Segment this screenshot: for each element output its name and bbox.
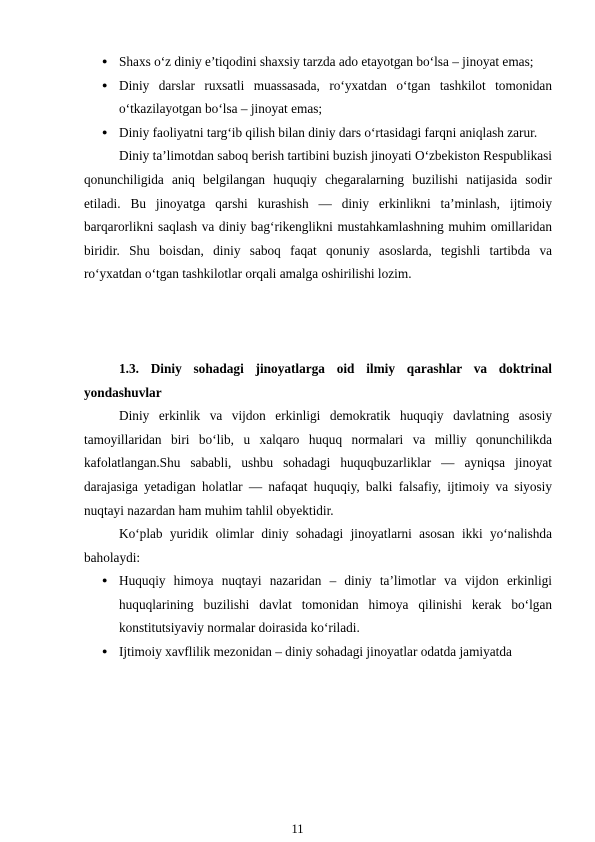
list-item xyxy=(84,74,552,121)
bullet-icon: ● xyxy=(102,575,108,586)
bullet-icon: ● xyxy=(102,79,108,90)
bullet-list-bottom xyxy=(84,569,552,663)
list-item xyxy=(84,50,552,74)
bullet-icon: ● xyxy=(102,56,108,66)
body-paragraph: Diniy ta’limotdan saboq berish tartibini buzish jinoyati O‘zbekiston Respublikasi qonunchiligida aniq belgilangan huquqiy chegaralarning buzilishi natijasida sodir etiladi. Bu jinoyatga qarshi kurashish — diniy erkinlikni ta’minlash, ijtimoiy barqarorlikni saqlash va diniy bag‘rikenglikni mustahkamlashning muhim omillaridan biridir. Shu boisdan, diniy saboq faqat qonuniy asoslarda, tegishli tartibda va ro‘yxatdan o‘tgan tashkilotlar orqali amalga oshirilishi lozim. xyxy=(84,148,552,282)
document-page xyxy=(84,50,552,664)
list-item-text: Diniy faoliyatni targ‘ib qilish bilan diniy dars o‘rtasidagi farqni aniqlash zarur. xyxy=(119,124,538,140)
list-item-text: Shaxs o‘z diniy e’tiqodini shaxsiy tarzda ado etayotgan bo‘lsa – jinoyat emas; xyxy=(119,54,534,69)
bullet-icon: ● xyxy=(102,126,108,137)
list-item-text: Ijtimoiy xavflilik mezonidan – diniy sohadagi jinoyatlar odatda jamiyatda xyxy=(119,644,512,660)
body-paragraph: Diniy erkinlik va vijdon erkinligi demokratik huquqiy davlatning asosiy tamoyillaridan biri bo‘lib, u xalqaro huquq normalari va milliy qonunchilikda kafolatlangan.Shu sababli, ushbu sohadagi huquqbuzarliklar — ayniqsa jinoyat darajasiga yetadigan holatlar — nafaqat huquqiy, balki falsafiy, ijtimoiy va siyosiy nuqtayi nazardan ham muhim tahlil obyektidir. xyxy=(84,408,552,518)
list-item xyxy=(84,121,552,145)
list-item xyxy=(84,640,552,664)
section-heading: 1.3. Diniy sohadagi jinoyatlarga oid ilmiy qarashlar va doktrinal yondashuvlar xyxy=(84,360,552,400)
bullet-icon: ● xyxy=(102,646,108,657)
bullet-list-top xyxy=(84,50,552,144)
list-item xyxy=(84,569,552,640)
list-item-text: Huquqiy himoya nuqtayi nazaridan – diniy ta’limotlar va vijdon erkinligi huquqlarining buzilishi davlat tomonidan himoya qilinishi kerak bo‘lgan konstitutsiyaviy normalar doirasida ko‘riladi. xyxy=(119,573,552,636)
spacer xyxy=(84,286,552,357)
page-number: 11 xyxy=(291,822,304,836)
body-paragraph: Ko‘plab yuridik olimlar diniy sohadagi jinoyatlarni asosan ikki yo‘nalishda baholaydi: xyxy=(84,526,552,565)
list-item-text: Diniy darslar ruxsatli muassasada, ro‘yxatdan o‘tgan tashkilot tomonidan o‘tkazilayotgan bo‘lsa – jinoyat emas; xyxy=(119,77,552,117)
